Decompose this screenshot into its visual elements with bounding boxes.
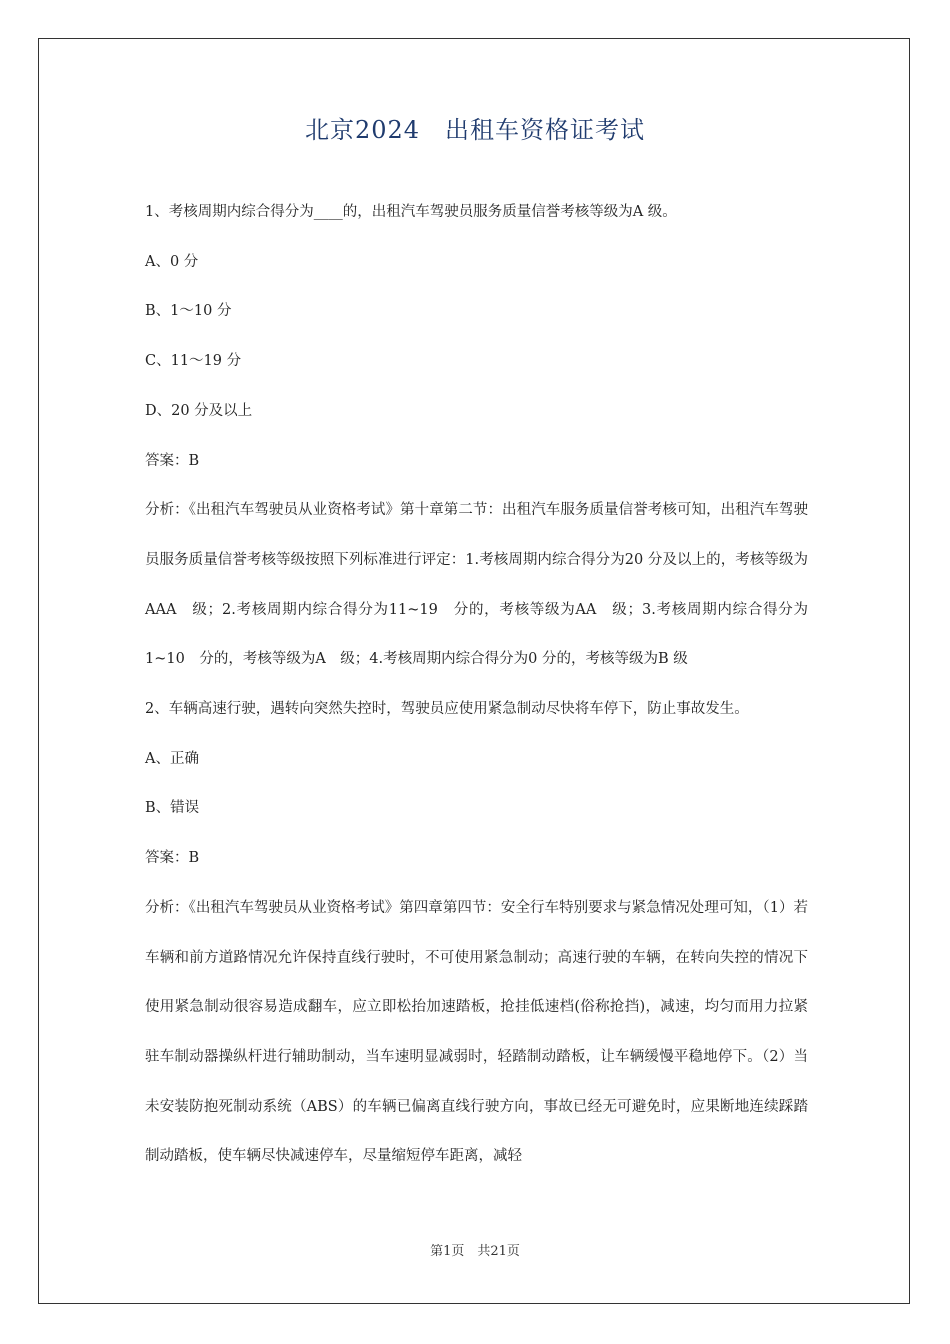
- question-1-option-b: B、1～10 分: [145, 303, 232, 320]
- question-1-option-d: D、20 分及以上: [145, 402, 253, 419]
- question-1-option-a: A、0 分: [145, 253, 199, 270]
- question-2-option-a: A、正确: [145, 750, 199, 767]
- question-1-stem: 1、考核周期内综合得分为____的，出租汽车驾驶员服务质量信誉考核等级为A 级。: [145, 204, 677, 220]
- document-title: 北京2024 出租车资格证考试: [304, 116, 646, 144]
- question-1-analysis: 分析：《出租汽车驾驶员从业资格考试》第十章第二节：出租汽车服务质量信誉考核可知，出租汽车驾驶员服务质量信誉考核等级按照下列标准进行评定：1.考核周期内综合得分为20 分及以上的，考核等级为AAA 级；2.考核周期内综合得分为11~19 分的，考核等级为AA 级；3.考核周期内综合得分为1~10 分的，考核等级为A 级；4.考核周期内综合得分为0 分的，考核等级为B 级: [145, 502, 808, 668]
- question-1-option-c: C、11～19 分: [145, 353, 242, 370]
- question-1-answer: 答案：B: [145, 452, 200, 469]
- question-2-analysis: 分析：《出租汽车驾驶员从业资格考试》第四章第四节：安全行车特别要求与紧急情况处理可知，（1）若车辆和前方道路情况允许保持直线行驶时，不可使用紧急制动；高速行驶的车辆，在转向失控的情况下使用紧急制动很容易造成翻车，应立即松抬加速踏板，抢挂低速档(俗称抢挡)，减速，均匀而用力拉紧驻车制动器操纵杆进行辅助制动，当车速明显减弱时，轻踏制动踏板，让车辆缓慢平稳地停下。（2）当未安装防抱死制动系统（ABS）的车辆已偏离直线行驶方向，事故已经无可避免时，应果断地连续踩踏制动踏板，使车辆尽快减速停车，尽量缩短停车距离，减轻: [145, 899, 808, 1165]
- question-2-stem: 2、车辆高速行驶，遇转向突然失控时，驾驶员应使用紧急制动尽快将车停下，防止事故发生。: [145, 701, 749, 718]
- question-2-option-b: B、错误: [145, 800, 200, 817]
- page-footer: 第1页 共21页: [430, 1244, 520, 1259]
- document-body: [145, 188, 808, 1182]
- question-2-answer: 答案：B: [145, 850, 200, 867]
